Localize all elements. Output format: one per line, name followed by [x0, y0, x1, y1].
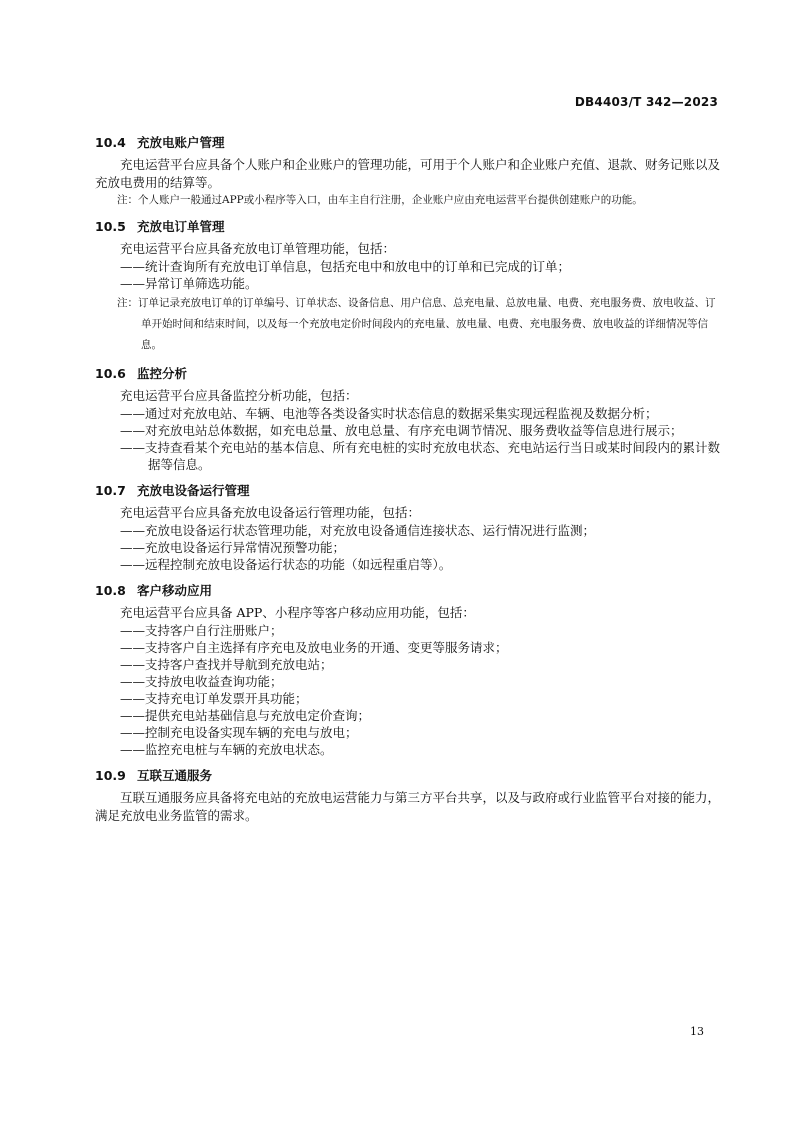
section-heading	[95, 482, 720, 500]
list-item: ——支持客户自主选择有序充电及放电业务的开通、变更等服务请求；	[120, 640, 508, 655]
paragraph: 充电运营平台应具备 APP、小程序等客户移动应用功能，包括：	[120, 605, 475, 620]
section-number: 10.5	[95, 219, 126, 234]
paragraph: 充电运营平台应具备个人账户和企业账户的管理功能，可用于个人账户和企业账户充值、退款、财务记账以及充放电费用的结算等。	[95, 157, 721, 190]
list-item: ——支持客户查找并导航到充放电站；	[120, 657, 333, 672]
section-10-5	[95, 218, 720, 356]
list-item: ——对充放电站总体数据，如充电总量、放电总量、有序充电调节情况、服务费收益等信息进行展示；	[120, 423, 683, 438]
paragraph: 充电运营平台应具备充放电设备运行管理功能，包括：	[120, 505, 421, 520]
note: 注：个人账户一般通过APP或小程序等入口，由车主自行注册，企业账户应由充电运营平台提供创建账户的功能。	[117, 194, 643, 206]
section-heading	[95, 218, 720, 236]
paragraph: 充电运营平台应具备充放电订单管理功能，包括：	[120, 241, 396, 256]
list-item: ——提供充电站基础信息与充放电定价查询；	[120, 708, 371, 723]
paragraph: 互联互通服务应具备将充电站的充放电运营能力与第三方平台共享，以及与政府或行业监管平台对接的能力，满足充放电业务监管的需求。	[95, 790, 721, 823]
section-number: 10.6	[95, 366, 126, 381]
list-item: ——支持充电订单发票开具功能；	[120, 691, 308, 706]
section-heading	[95, 582, 720, 600]
section-title: 监控分析	[137, 366, 188, 381]
list-item: ——远程控制充放电设备运行状态的功能（如远程重启等）。	[120, 557, 452, 572]
section-10-9	[95, 767, 720, 825]
section-heading	[95, 134, 720, 152]
section-number: 10.8	[95, 583, 126, 598]
section-10-7	[95, 482, 720, 573]
section-10-4	[95, 134, 720, 209]
section-title: 充放电账户管理	[137, 135, 225, 150]
section-title: 互联互通服务	[137, 768, 213, 783]
section-number: 10.7	[95, 483, 126, 498]
section-title: 客户移动应用	[137, 583, 213, 598]
section-10-8	[95, 582, 720, 758]
section-10-6	[95, 365, 720, 473]
list-item: ——充放电设备运行状态管理功能，对充放电设备通信连接状态、运行情况进行监测；	[120, 523, 596, 538]
section-title: 充放电订单管理	[137, 219, 225, 234]
section-heading	[95, 365, 720, 383]
list-item: ——控制充电设备实现车辆的充电与放电；	[120, 725, 358, 740]
paragraph: 充电运营平台应具备监控分析功能，包括：	[120, 388, 358, 403]
list-item: ——统计查询所有充放电订单信息，包括充电中和放电中的订单和已完成的订单；	[120, 259, 571, 274]
document-body	[95, 125, 720, 825]
list-item: ——支持客户自行注册账户；	[120, 623, 283, 638]
list-item: ——监控充电桩与车辆的充放电状态。	[120, 742, 333, 757]
list-item: ——支持放电收益查询功能；	[120, 674, 283, 689]
section-heading	[95, 767, 720, 785]
section-title: 充放电设备运行管理	[137, 483, 250, 498]
list-item: ——异常订单筛选功能。	[120, 276, 258, 291]
section-number: 10.4	[95, 135, 126, 150]
document-id: DB4403/T 342—2023	[574, 95, 718, 109]
list-item: ——充放电设备运行异常情况预警功能；	[120, 540, 346, 555]
list-item: ——支持查看某个充电站的基本信息、所有充电桩的实时充放电状态、充电站运行当日或某时间段内的累计数据等信息。	[120, 440, 721, 472]
list-item: ——通过对充放电站、车辆、电池等各类设备实时状态信息的数据采集实现远程监视及数据分析；	[120, 406, 658, 421]
section-number: 10.9	[95, 768, 126, 783]
note: 注：订单记录充放电订单的订单编号、订单状态、设备信息、用户信息、总充电量、总放电量、电费、充电服务费、放电收益、订单开始时间和结束时间，以及每一个充放电定价时间段内的充电量、放电量、电费、充电服务费、放电收益的详细情况等信息。	[117, 297, 716, 351]
page-number: 13	[690, 1025, 704, 1038]
